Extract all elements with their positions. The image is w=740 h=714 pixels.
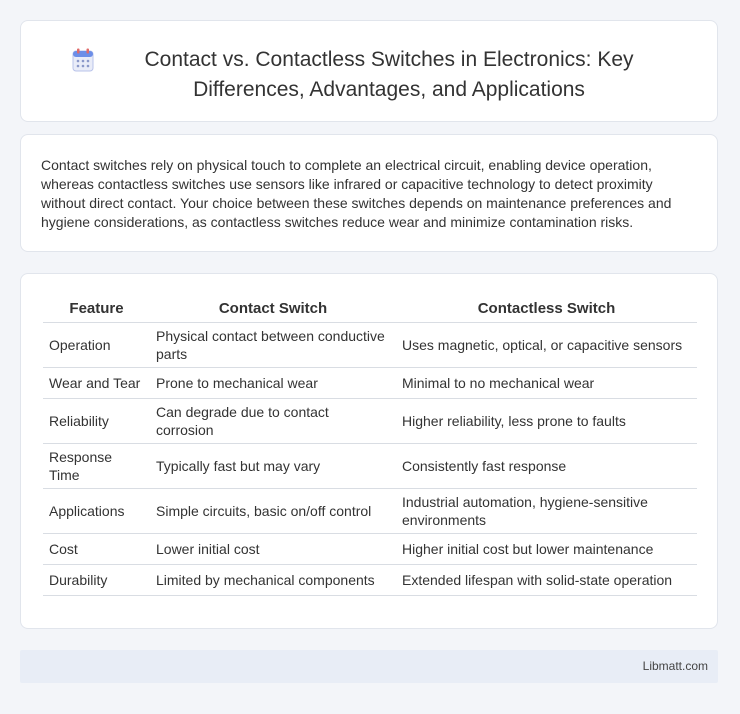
contact-switch-cell: Prone to mechanical wear xyxy=(150,368,396,399)
table-row xyxy=(43,565,697,596)
table-row xyxy=(43,323,697,368)
contact-switch-cell: Can degrade due to contact corrosion xyxy=(150,399,396,444)
comparison-table xyxy=(43,294,697,596)
contact-switch-cell: Physical contact between conductive parts xyxy=(150,323,396,368)
feature-cell: Applications xyxy=(43,489,150,534)
column-header-contactless-switch: Contactless Switch xyxy=(396,294,697,323)
intro-card xyxy=(20,134,718,252)
intro-paragraph: Contact switches rely on physical touch to complete an electrical circuit, enabling device operation, whereas contactless switches use sensors like infrared or capacitive technology to detect proximity without direct contact. Your choice between these switches depends on maintenance preferences and hygiene considerations, as contactless switches reduce wear and minimize contamination risks. xyxy=(41,157,672,230)
contact-switch-cell: Limited by mechanical components xyxy=(150,565,396,596)
footer-bar xyxy=(20,650,718,683)
contactless-switch-cell: Higher reliability, less prone to faults xyxy=(396,399,697,444)
contactless-switch-cell: Industrial automation, hygiene-sensitive environments xyxy=(396,489,697,534)
table-header-row xyxy=(43,294,697,323)
contact-switch-cell: Simple circuits, basic on/off control xyxy=(150,489,396,534)
table-row xyxy=(43,489,697,534)
feature-cell: Durability xyxy=(43,565,150,596)
title-card xyxy=(20,20,718,122)
column-header-feature: Feature xyxy=(43,294,150,323)
feature-cell: Wear and Tear xyxy=(43,368,150,399)
table-row xyxy=(43,444,697,489)
table-row xyxy=(43,368,697,399)
table-row xyxy=(43,399,697,444)
footer-brand[interactable]: Libmatt.com xyxy=(642,659,708,673)
contactless-switch-cell: Uses magnetic, optical, or capacitive sensors xyxy=(396,323,697,368)
title-row xyxy=(21,45,717,105)
comparison-table-card xyxy=(20,273,718,629)
feature-cell: Cost xyxy=(43,534,150,565)
contactless-switch-cell: Consistently fast response xyxy=(396,444,697,489)
column-header-contact-switch: Contact Switch xyxy=(150,294,396,323)
feature-cell: Reliability xyxy=(43,399,150,444)
contactless-switch-cell: Minimal to no mechanical wear xyxy=(396,368,697,399)
calendar-icon xyxy=(72,48,94,72)
feature-cell: Operation xyxy=(43,323,150,368)
table-row xyxy=(43,534,697,565)
contact-switch-cell: Typically fast but may vary xyxy=(150,444,396,489)
contact-switch-cell: Lower initial cost xyxy=(150,534,396,565)
contactless-switch-cell: Extended lifespan with solid-state operation xyxy=(396,565,697,596)
feature-cell: Response Time xyxy=(43,444,150,489)
page-title: Contact vs. Contactless Switches in Electronics: Key Differences, Advantages, and Applications xyxy=(144,48,634,101)
contactless-switch-cell: Higher initial cost but lower maintenance xyxy=(396,534,697,565)
